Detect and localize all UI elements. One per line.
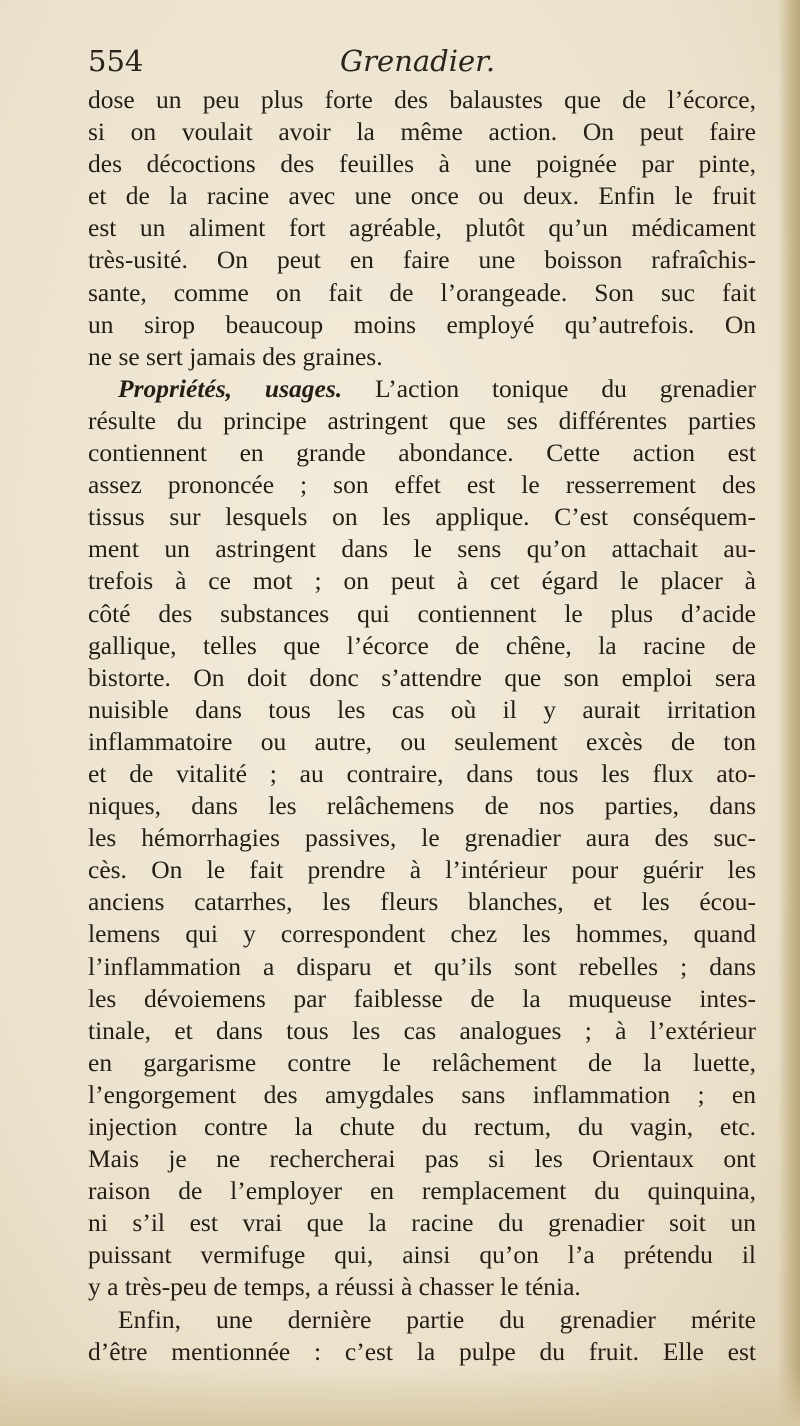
text-line: côté des substances qui contiennent le plus d’acide [88, 598, 756, 628]
text-line: l’engorgement des amygdales sans inflammation ; en [88, 1079, 756, 1109]
paragraph-start [88, 373, 756, 405]
text-line: inflammatoire ou autre, ou seulement excès de ton [88, 726, 756, 756]
text-line: d’être mentionnée : c’est la pulpe du fruit. Elle est [88, 1336, 756, 1366]
text-run: L’action tonique du grenadier [342, 373, 756, 403]
text-line: y a très-peu de temps, a réussi à chasser le ténia. [88, 1272, 581, 1302]
text-line: dose un peu plus forte des balaustes que de l’écorce, [88, 85, 756, 114]
text-line: tinale, et dans tous les cas analogues ; à l’extérieur [88, 1015, 756, 1045]
text-line: puissant vermifuge qui, ainsi qu’on l’a prétendu il [88, 1240, 756, 1270]
text-line: injection contre la chute du rectum, du vagin, etc. [88, 1112, 756, 1141]
text-line: bistorte. On doit donc s’attendre que son emploi sera [88, 662, 756, 692]
text-line: l’inflammation a disparu et qu’ils sont rebelles ; dans [88, 951, 756, 981]
text-line: anciens catarrhes, les fleurs blanches, et les écou- [88, 887, 756, 917]
text-line: très-usité. On peut en faire une boisson rafraîchis- [88, 245, 756, 275]
body-text [88, 84, 756, 1368]
text-line: tissus sur lesquels on les applique. C’est conséquem- [88, 502, 756, 532]
text-line: lemens qui y correspondent chez les hommes, quand [88, 919, 756, 949]
text-line: résulte du principe astringent que ses différentes parties [88, 405, 756, 435]
text-line: et de vitalité ; au contraire, dans tous les flux ato- [88, 758, 756, 788]
page-header [88, 44, 756, 84]
text-line: en gargarisme contre le relâchement de la luette, [88, 1047, 756, 1077]
text-line: nuisible dans tous les cas où il y aurait irritation [88, 694, 756, 724]
text-line: Mais je ne rechercherai pas si les Orientaux ont [88, 1144, 756, 1174]
text-line: un sirop beaucoup moins employé qu’autrefois. On [88, 309, 756, 339]
text-line: des décoctions des feuilles à une poignée par pinte, [88, 149, 756, 179]
text-line: contiennent en grande abondance. Cette action est [88, 438, 756, 468]
text-line: ment un astringent dans le sens qu’on attachait au- [88, 534, 756, 564]
text-line: sante, comme on fait de l’orangeade. Son suc fait [88, 277, 756, 307]
text-line: est un aliment fort agréable, plutôt qu’un médicament [88, 213, 756, 243]
text-line: gallique, telles que l’écorce de chêne, la racine de [88, 630, 756, 660]
page-edge-shadow-bottom [0, 1366, 800, 1426]
text-line: Enfin, une dernière partie du grenadier mérite [118, 1304, 756, 1334]
text-line: ne se sert jamais des graines. [88, 341, 383, 371]
text-line: niques, dans les relâchemens de nos parties, dans [88, 791, 756, 821]
text-line: les hémorrhagies passives, le grenadier aura des suc- [88, 823, 756, 853]
section-heading: Propriétés, usages. [118, 373, 343, 403]
text-line: cès. On le fait prendre à l’intérieur pour guérir les [88, 855, 756, 885]
text-line: ni s’il est vrai que la racine du grenadier soit un [88, 1208, 756, 1238]
text-line: raison de l’employer en remplacement du quinquina, [88, 1176, 756, 1206]
text-line: et de la racine avec une once ou deux. Enfin le fruit [88, 181, 756, 211]
text-line: les dévoiemens par faiblesse de la muqueuse intes- [88, 983, 756, 1013]
text-line: si on voulait avoir la même action. On peut faire [88, 117, 756, 147]
text-line: assez prononcée ; son effet est le resserrement des [88, 470, 756, 500]
text-line: trefois à ce mot ; on peut à cet égard le placer à [88, 566, 756, 596]
page-number: 554 [88, 44, 144, 78]
running-head: Grenadier. [340, 44, 496, 78]
page-edge-shadow-right [778, 0, 800, 1426]
